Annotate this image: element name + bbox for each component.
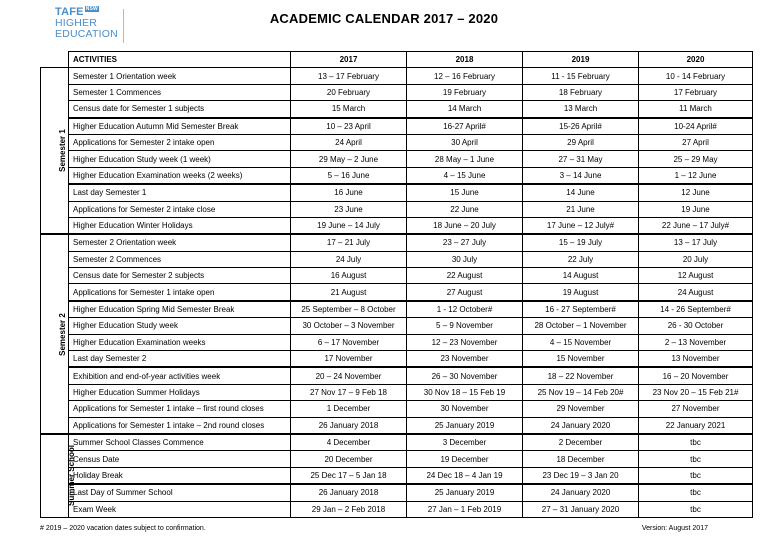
date-cell: 26 – 30 November [407, 367, 523, 384]
table-row [41, 301, 753, 318]
date-cell: 25 Dec 17 – 5 Jan 18 [291, 467, 407, 484]
table-row [41, 134, 753, 150]
date-cell: 21 August [291, 284, 407, 301]
date-cell: 1 December [291, 401, 407, 417]
date-cell: 17 November [291, 351, 407, 368]
date-cell: 27 Jan – 1 Feb 2019 [407, 501, 523, 517]
date-cell: 18 – 22 November [523, 367, 639, 384]
date-cell: 2 – 13 November [639, 334, 753, 350]
activity-cell: Higher Education Study week (1 week) [69, 151, 291, 167]
date-cell: 16 June [291, 184, 407, 201]
date-cell: 28 May – 1 June [407, 151, 523, 167]
activity-cell: Holiday Break [69, 467, 291, 484]
header-activities: ACTIVITIES [69, 52, 291, 68]
date-cell: 23 Dec 19 – 3 Jan 20 [523, 467, 639, 484]
calendar-table [40, 51, 753, 518]
header-2017: 2017 [291, 52, 407, 68]
date-cell: 6 – 17 November [291, 334, 407, 350]
date-cell: 18 June – 20 July [407, 217, 523, 234]
activity-cell: Census date for Semester 2 subjects [69, 268, 291, 284]
activity-cell: Semester 2 Commences [69, 251, 291, 267]
date-cell: 13 – 17 July [639, 234, 753, 251]
table-row [41, 351, 753, 368]
date-cell: 16 August [291, 268, 407, 284]
date-cell: 24 Dec 18 – 4 Jan 19 [407, 467, 523, 484]
date-cell: 26 January 2018 [291, 484, 407, 501]
date-cell: tbc [639, 434, 753, 451]
date-cell: 15 June [407, 184, 523, 201]
date-cell: 16-27 April# [407, 118, 523, 135]
date-cell: 25 January 2019 [407, 417, 523, 434]
section-label: Semester 1 [57, 129, 67, 173]
version-label: Version: August 2017 [641, 525, 708, 532]
logo-badge: NSW [85, 6, 98, 12]
date-cell: 22 July [523, 251, 639, 267]
date-cell: tbc [639, 467, 753, 484]
header-2020: 2020 [639, 52, 753, 68]
date-cell: 29 April [523, 134, 639, 150]
date-cell: 19 June – 14 July [291, 217, 407, 234]
activity-cell: Last day Semester 1 [69, 184, 291, 201]
date-cell: 30 October – 3 November [291, 318, 407, 334]
activity-cell: Higher Education Spring Mid Semester Break [69, 301, 291, 318]
activity-cell: Higher Education Examination weeks [69, 334, 291, 350]
date-cell: 24 January 2020 [523, 484, 639, 501]
date-cell: 10 – 23 April [291, 118, 407, 135]
date-cell: 14 June [523, 184, 639, 201]
header-row [41, 52, 753, 68]
date-cell: tbc [639, 501, 753, 517]
date-cell: 23 November [407, 351, 523, 368]
activity-cell: Higher Education Summer Holidays [69, 384, 291, 400]
date-cell: 25 January 2019 [407, 484, 523, 501]
date-cell: 30 April [407, 134, 523, 150]
date-cell: 12 June [639, 184, 753, 201]
date-cell: 20 February [291, 84, 407, 100]
date-cell: 19 February [407, 84, 523, 100]
date-cell: 17 June – 12 July# [523, 217, 639, 234]
date-cell: 20 – 24 November [291, 367, 407, 384]
date-cell: 4 – 15 November [523, 334, 639, 350]
date-cell: 22 January 2021 [639, 417, 753, 434]
date-cell: 27 Nov 17 – 9 Feb 18 [291, 384, 407, 400]
table-row [41, 201, 753, 217]
table-row [41, 151, 753, 167]
date-cell: 3 – 14 June [523, 167, 639, 184]
date-cell: 30 November [407, 401, 523, 417]
date-cell: 15 March [291, 101, 407, 118]
date-cell: 17 – 21 July [291, 234, 407, 251]
date-cell: 2 December [523, 434, 639, 451]
date-cell: 17 February [639, 84, 753, 100]
table-row [41, 401, 753, 417]
logo-line-2: HIGHER [55, 17, 98, 29]
logo-line-1: TAFE $^{NSW}$ [55, 6, 98, 18]
activity-cell: Applications for Semester 2 intake close [69, 201, 291, 217]
date-cell: 27 November [639, 401, 753, 417]
date-cell: 29 May – 2 June [291, 151, 407, 167]
header-2019: 2019 [523, 52, 639, 68]
date-cell: 27 – 31 January 2020 [523, 501, 639, 517]
date-cell: 14 March [407, 101, 523, 118]
date-cell: 1 - 12 October# [407, 301, 523, 318]
activity-cell: Higher Education Examination weeks (2 weeks) [69, 167, 291, 184]
date-cell: 12 – 23 November [407, 334, 523, 350]
table-row [41, 334, 753, 350]
date-cell: 19 December [407, 451, 523, 467]
date-cell: 25 – 29 May [639, 151, 753, 167]
date-cell: 23 – 27 July [407, 234, 523, 251]
table-row [41, 234, 753, 251]
date-cell: 27 April [639, 134, 753, 150]
date-cell: 18 December [523, 451, 639, 467]
section-label-cell [41, 234, 69, 434]
date-cell: 12 August [639, 268, 753, 284]
activity-cell: Semester 2 Orientation week [69, 234, 291, 251]
date-cell: 13 – 17 February [291, 68, 407, 84]
table-row [41, 84, 753, 100]
table-row [41, 217, 753, 234]
date-cell: 15 November [523, 351, 639, 368]
table-row [41, 118, 753, 135]
date-cell: 25 September – 8 October [291, 301, 407, 318]
table-row [41, 451, 753, 467]
table-row [41, 184, 753, 201]
date-cell: 1 – 12 June [639, 167, 753, 184]
activity-cell: Last day Semester 2 [69, 351, 291, 368]
date-cell: 18 February [523, 84, 639, 100]
table-row [41, 467, 753, 484]
date-cell: 5 – 9 November [407, 318, 523, 334]
activity-cell: Census Date [69, 451, 291, 467]
date-cell: 24 January 2020 [523, 417, 639, 434]
date-cell: 24 August [639, 284, 753, 301]
date-cell: 13 November [639, 351, 753, 368]
table-row [41, 68, 753, 84]
date-cell: 27 – 31 May [523, 151, 639, 167]
date-cell: 4 – 15 June [407, 167, 523, 184]
date-cell: 20 December [291, 451, 407, 467]
date-cell: 30 Nov 18 – 15 Feb 19 [407, 384, 523, 400]
date-cell: 23 June [291, 201, 407, 217]
table-row [41, 101, 753, 118]
date-cell: 14 August [523, 268, 639, 284]
header-2018: 2018 [407, 52, 523, 68]
activity-cell: Applications for Semester 2 intake open [69, 134, 291, 150]
date-cell: 27 August [407, 284, 523, 301]
date-cell: 24 April [291, 134, 407, 150]
header-spacer [41, 52, 69, 68]
table-row [41, 268, 753, 284]
date-cell: 11 March [639, 101, 753, 118]
table-row [41, 318, 753, 334]
date-cell: 16 – 20 November [639, 367, 753, 384]
date-cell: 28 October – 1 November [523, 318, 639, 334]
date-cell: tbc [639, 451, 753, 467]
date-cell: 22 June [407, 201, 523, 217]
date-cell: 4 December [291, 434, 407, 451]
date-cell: 15 – 19 July [523, 234, 639, 251]
logo-line-3: EDUCATION [55, 27, 118, 40]
date-cell: 5 – 16 June [291, 167, 407, 184]
activity-cell: Higher Education Study week [69, 318, 291, 334]
activity-cell: Higher Education Winter Holidays [69, 217, 291, 234]
activity-cell: Last Day of Summer School [69, 484, 291, 501]
date-cell: 13 March [523, 101, 639, 118]
date-cell: 24 July [291, 251, 407, 267]
activity-cell: Semester 1 Commences [69, 84, 291, 100]
date-cell: 19 August [523, 284, 639, 301]
table-row [41, 434, 753, 451]
activity-cell: Census date for Semester 1 subjects [69, 101, 291, 118]
activity-cell: Applications for Semester 1 intake – 2nd round closes [69, 417, 291, 434]
footer-note: # 2019 – 2020 vacation dates subject to confirmation. [40, 525, 206, 532]
activity-cell: Higher Education Autumn Mid Semester Break [69, 118, 291, 135]
date-cell: 25 Nov 19 – 14 Feb 20# [523, 384, 639, 400]
activity-cell: Exhibition and end-of-year activities week [69, 367, 291, 384]
date-cell: 14 - 26 September# [639, 301, 753, 318]
activity-cell: Applications for Semester 1 intake open [69, 284, 291, 301]
date-cell: 23 Nov 20 – 15 Feb 21# [639, 384, 753, 400]
date-cell: 22 June – 17 July# [639, 217, 753, 234]
date-cell: 21 June [523, 201, 639, 217]
activity-cell: Semester 1 Orientation week [69, 68, 291, 84]
activity-cell: Summer School Classes Commence [69, 434, 291, 451]
date-cell: 11 - 15 February [523, 68, 639, 84]
date-cell: 16 - 27 September# [523, 301, 639, 318]
date-cell: 19 June [639, 201, 753, 217]
table-row [41, 501, 753, 517]
date-cell: 29 Jan – 2 Feb 2018 [291, 501, 407, 517]
date-cell: 20 July [639, 251, 753, 267]
section-label-cell [41, 68, 69, 234]
section-label: Semester 2 [57, 312, 67, 356]
date-cell: 26 - 30 October [639, 318, 753, 334]
date-cell: 10 - 14 February [639, 68, 753, 84]
calendar-body [41, 68, 753, 518]
table-row [41, 251, 753, 267]
date-cell: 26 January 2018 [291, 417, 407, 434]
section-label: Summer School [66, 445, 76, 507]
date-cell: 29 November [523, 401, 639, 417]
page-title: ACADEMIC CALENDAR 2017 – 2020 [269, 11, 499, 26]
date-cell: 15-26 April# [523, 118, 639, 135]
date-cell: tbc [639, 484, 753, 501]
date-cell: 30 July [407, 251, 523, 267]
date-cell: 22 August [407, 268, 523, 284]
activity-cell: Applications for Semester 1 intake – first round closes [69, 401, 291, 417]
date-cell: 3 December [407, 434, 523, 451]
table-row [41, 167, 753, 184]
date-cell: 10-24 April# [639, 118, 753, 135]
table-row [41, 417, 753, 434]
table-row [41, 284, 753, 301]
date-cell: 12 – 16 February [407, 68, 523, 84]
activity-cell: Exam Week [69, 501, 291, 517]
table-row [41, 484, 753, 501]
table-row [41, 367, 753, 384]
table-row [41, 384, 753, 400]
section-label-cell [41, 434, 76, 517]
